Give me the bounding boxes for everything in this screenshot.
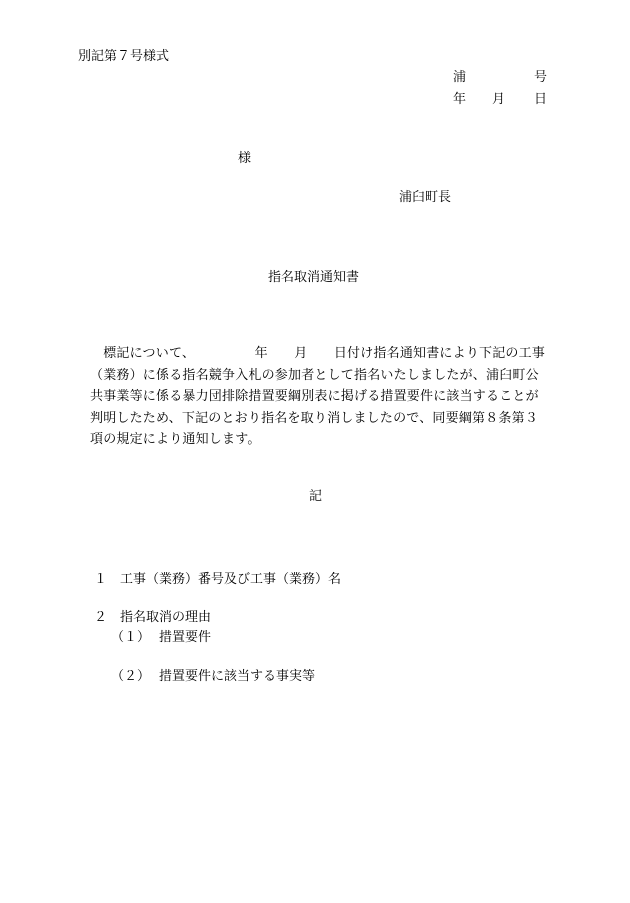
body-rest: 日付け指名通知書により下記の工事（業務）に係る指名競争入札の参加者として指名いたしましたが、浦臼町公共事業等に係る暴力団排除措置要綱別表に掲げる措置要件に該当することが判明したため、下記のとおり指名を取り消しましたので、同要綱第８条第３項の規定により通知します。 [90,346,546,447]
date-month: 月 [492,92,506,107]
item-2-label: 指名取消の理由 [120,610,212,625]
body-gap [268,346,294,361]
ki-heading: 記 [309,489,323,504]
body-lead: 標記について、 [90,346,189,361]
date-day: 日 [534,92,548,107]
issuer: 浦臼町長 [399,190,452,205]
subitem-1-label: 措置要件 [159,630,212,645]
subitem-2-number: （２） [111,669,151,684]
document-title: 指名取消通知書 [268,270,360,285]
item-2-number: ２ [94,610,108,625]
doc-number-prefix: 浦 [453,70,467,85]
date-year: 年 [453,92,467,107]
item-1-label: 工事（業務）番号及び工事（業務）名 [120,572,342,587]
doc-number-suffix: 号 [534,70,548,85]
body-month: 月 [294,346,308,361]
body-gap [189,346,255,361]
body-year: 年 [254,346,268,361]
recipient-suffix: 様 [238,151,252,166]
body-gap [307,346,333,361]
body-paragraph [90,343,550,451]
subitem-2-label: 措置要件に該当する事実等 [159,669,316,684]
form-label: 別記第７号様式 [78,49,170,64]
item-1-number: １ [94,572,108,587]
subitem-1-number: （１） [111,630,151,645]
